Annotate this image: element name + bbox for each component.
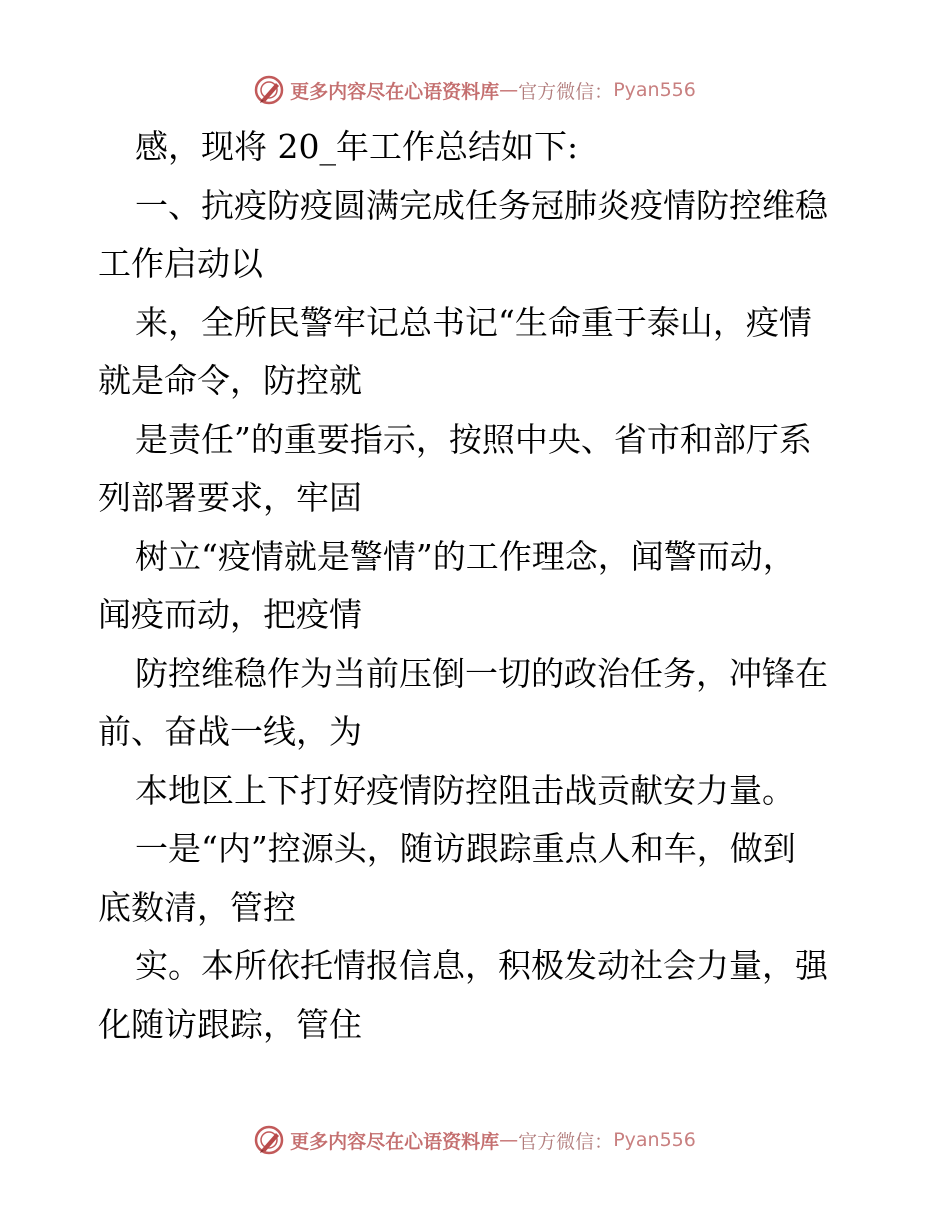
text-line: 化随访跟踪，管住: [98, 1004, 362, 1044]
text-line: 实。本所依托情报信息，积极发动社会力量，强: [135, 946, 828, 985]
text-line: 树立“疫情就是警情”的工作理念，闻警而动，: [135, 536, 796, 576]
banner-wechat-account: Pyan556: [613, 79, 696, 101]
text-line: 闻疫而动，把疫情: [98, 595, 362, 634]
footer-banner: [0, 1120, 950, 1160]
banner-wechat-account: Pyan556: [613, 1129, 696, 1151]
text-line: 列部署要求，牢固: [98, 478, 362, 517]
text-line: 防控维稳作为当前压倒一切的政治任务，冲锋在: [135, 653, 828, 693]
text-line: 底数清，管控: [98, 887, 296, 927]
text-line: 就是命令，防控就: [98, 361, 362, 400]
text-line: 一、抗疫防疫圆满完成任务冠肺炎疫情防控维稳: [135, 185, 828, 225]
banner-dash: —: [499, 1129, 519, 1151]
text-line: 工作启动以: [98, 244, 263, 283]
header-banner: [0, 70, 950, 110]
pen-logo-icon: [254, 75, 284, 105]
banner-dash: —: [499, 79, 519, 101]
text-line: 是责任”的重要指示，按照中央、省市和部厅系: [135, 419, 812, 459]
text-line: 来，全所民警牢记总书记“生命重于泰山，疫情: [135, 302, 812, 342]
banner-wechat-label: 官方微信：: [518, 80, 614, 103]
banner-brand-text: 更多内容尽在心语资料库: [290, 1130, 500, 1153]
banner-wechat-label: 官方微信：: [518, 1130, 614, 1153]
text-line: 一是“内”控源头，随访跟踪重点人和车，做到: [135, 829, 796, 868]
document-body: [98, 118, 858, 1054]
pen-logo-icon: [254, 1125, 284, 1155]
banner-brand-text: 更多内容尽在心语资料库: [290, 80, 500, 103]
text-line: 感，现将 20_年工作总结如下:: [135, 127, 579, 166]
text-line: 本地区上下打好疫情防控阻击战贡献安力量。: [135, 770, 795, 810]
text-line: 前、奋战一线，为: [98, 712, 362, 751]
